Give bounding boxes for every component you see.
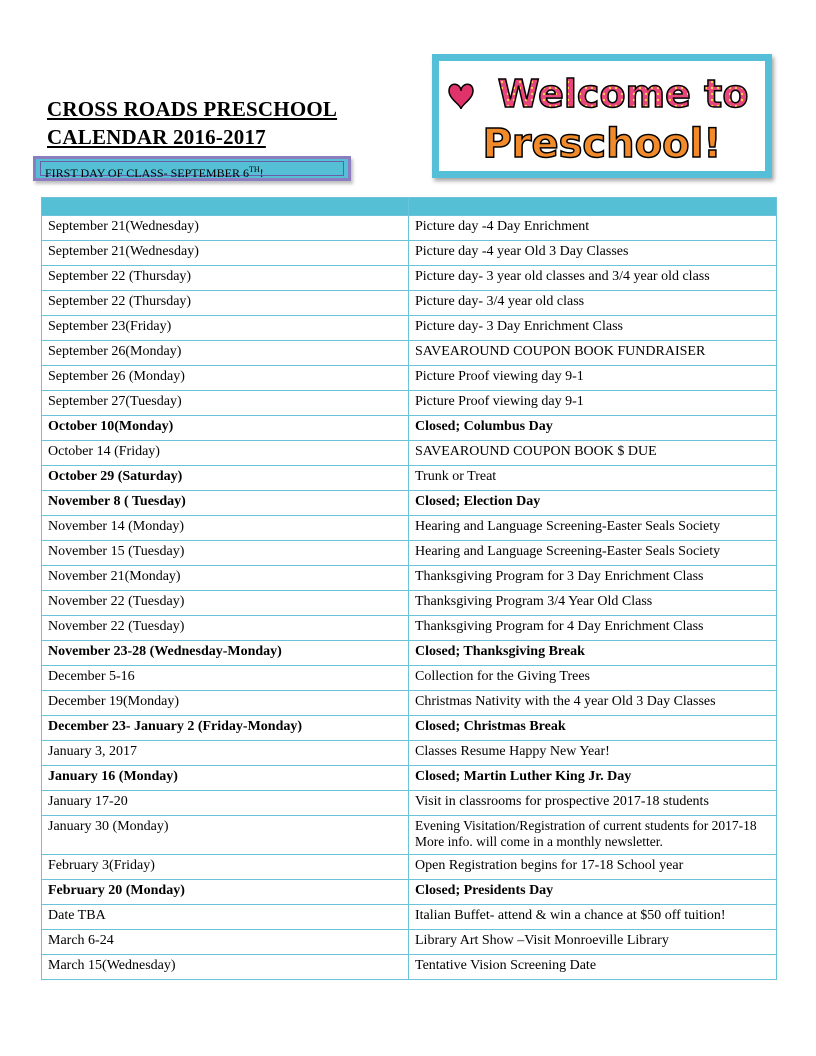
table-row [42,516,777,541]
table-row [42,491,777,516]
event-date: November 22 (Tuesday) [42,591,409,616]
event-date: January 16 (Monday) [42,766,409,791]
calendar-table [41,197,777,980]
table-row [42,291,777,316]
event-date: September 26 (Monday) [42,366,409,391]
event-date: September 21(Wednesday) [42,216,409,241]
table-row [42,766,777,791]
event-date: December 19(Monday) [42,691,409,716]
event-description: Closed; Martin Luther King Jr. Day [409,766,777,791]
first-day-superscript: TH [248,165,260,174]
calendar-body [42,216,777,980]
table-row [42,641,777,666]
event-description: Picture day -4 Day Enrichment [409,216,777,241]
event-date: February 20 (Monday) [42,880,409,905]
event-description: SAVEAROUND COUPON BOOK FUNDRAISER [409,341,777,366]
table-row [42,391,777,416]
event-date: November 22 (Tuesday) [42,616,409,641]
table-row [42,541,777,566]
event-date: October 29 (Saturday) [42,466,409,491]
event-description: Trunk or Treat [409,466,777,491]
title-line-1: CROSS ROADS PRESCHOOL [47,97,338,121]
event-date: September 23(Friday) [42,316,409,341]
event-description: Hearing and Language Screening-Easter Seals Society [409,541,777,566]
event-date: February 3(Friday) [42,855,409,880]
table-row [42,241,777,266]
event-description: Closed; Christmas Break [409,716,777,741]
event-date: September 21(Wednesday) [42,241,409,266]
title-line-2: CALENDAR 2016-2017 [47,125,266,149]
event-description: Classes Resume Happy New Year! [409,741,777,766]
table-row [42,905,777,930]
first-day-text [40,161,344,180]
banner-line-2: Preschool! [482,121,722,167]
table-row [42,716,777,741]
event-description: Thanksgiving Program for 3 Day Enrichment Class [409,566,777,591]
table-row [42,855,777,880]
event-date: November 21(Monday) [42,566,409,591]
table-row [42,416,777,441]
first-day-label: FIRST DAY OF CLASS- SEPTEMBER 6 [45,166,249,180]
event-date: November 15 (Tuesday) [42,541,409,566]
event-description: Hearing and Language Screening-Easter Seals Society [409,516,777,541]
table-row [42,216,777,241]
table-row [42,266,777,291]
table-row [42,466,777,491]
event-date: December 5-16 [42,666,409,691]
event-description: SAVEAROUND COUPON BOOK $ DUE [409,441,777,466]
event-date: January 17-20 [42,791,409,816]
first-day-suffix: ! [259,166,264,180]
event-date: October 14 (Friday) [42,441,409,466]
event-date: September 26(Monday) [42,341,409,366]
table-row [42,880,777,905]
event-description: Closed; Columbus Day [409,416,777,441]
welcome-banner-art [439,61,765,171]
event-description: Thanksgiving Program for 4 Day Enrichment Class [409,616,777,641]
event-description: Visit in classrooms for prospective 2017-18 students [409,791,777,816]
event-description: Picture day- 3 year old classes and 3/4 year old class [409,266,777,291]
event-description: Picture day- 3 Day Enrichment Class [409,316,777,341]
event-description: Picture day -4 year Old 3 Day Classes [409,241,777,266]
event-date: Date TBA [42,905,409,930]
table-row [42,666,777,691]
event-description: Evening Visitation/Registration of current students for 2017-18 More info. will come in a monthly newsletter. [409,816,777,855]
table-row [42,930,777,955]
event-description: Collection for the Giving Trees [409,666,777,691]
event-description: Italian Buffet- attend & win a chance at $50 off tuition! [409,905,777,930]
event-date: March 15(Wednesday) [42,955,409,980]
table-row [42,616,777,641]
table-row [42,566,777,591]
event-description: Library Art Show –Visit Monroeville Library [409,930,777,955]
table-row [42,791,777,816]
header-cell-date [42,198,409,216]
table-row [42,955,777,980]
event-date: September 27(Tuesday) [42,391,409,416]
event-date: September 22 (Thursday) [42,266,409,291]
table-row [42,741,777,766]
table-row [42,316,777,341]
event-date: December 23- January 2 (Friday-Monday) [42,716,409,741]
table-row [42,366,777,391]
event-date: November 8 ( Tuesday) [42,491,409,516]
table-row [42,591,777,616]
welcome-banner [432,54,772,178]
banner-line-1: Welcome to [497,72,749,116]
event-description: Thanksgiving Program 3/4 Year Old Class [409,591,777,616]
event-description: Closed; Presidents Day [409,880,777,905]
event-description: Closed; Thanksgiving Break [409,641,777,666]
first-day-banner [33,156,351,181]
event-description: Closed; Election Day [409,491,777,516]
event-date: October 10(Monday) [42,416,409,441]
table-row [42,341,777,366]
table-header-row [42,198,777,216]
event-description: Picture day- 3/4 year old class [409,291,777,316]
event-description: Christmas Nativity with the 4 year Old 3 Day Classes [409,691,777,716]
event-description: Tentative Vision Screening Date [409,955,777,980]
event-date: January 3, 2017 [42,741,409,766]
event-date: September 22 (Thursday) [42,291,409,316]
page-title [47,95,337,151]
table-row [42,816,777,855]
event-date: January 30 (Monday) [42,816,409,855]
heart-icon [449,84,473,109]
event-description: Picture Proof viewing day 9-1 [409,391,777,416]
event-description: Picture Proof viewing day 9-1 [409,366,777,391]
event-date: March 6-24 [42,930,409,955]
table-row [42,441,777,466]
event-date: November 14 (Monday) [42,516,409,541]
event-date: November 23-28 (Wednesday-Monday) [42,641,409,666]
table-row [42,691,777,716]
event-description: Open Registration begins for 17-18 School year [409,855,777,880]
header-cell-event [409,198,777,216]
